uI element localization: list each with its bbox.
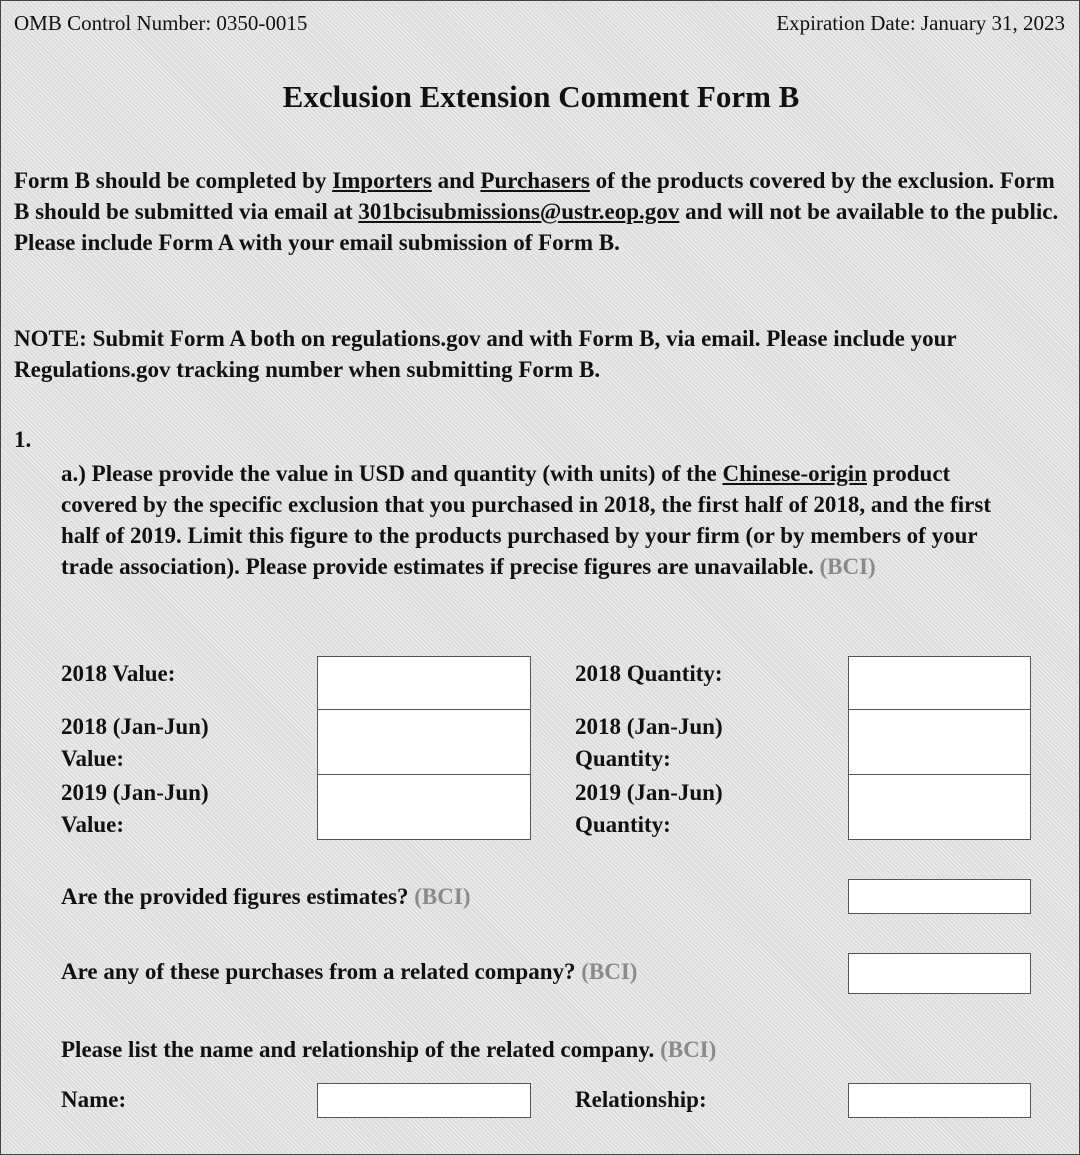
input-2019h-value[interactable] xyxy=(317,774,531,840)
related-company-question: Are any of these purchases from a related company? (BCI) xyxy=(61,959,638,984)
input-name[interactable] xyxy=(317,1083,531,1118)
chinese-origin-underlined: Chinese-origin xyxy=(722,461,867,486)
input-2018h-quantity[interactable] xyxy=(848,709,1031,775)
estimates-question: Are the provided figures estimates? (BCI) xyxy=(61,884,471,909)
question-number: 1. xyxy=(14,427,32,452)
importers-underlined: Importers xyxy=(332,168,432,193)
bci-tag: (BCI) xyxy=(819,554,876,579)
label-2018h-quantity: 2018 (Jan-Jun) Quantity: xyxy=(575,714,723,771)
label-name: Name: xyxy=(61,1087,127,1112)
label-2018-quantity: 2018 Quantity: xyxy=(575,661,723,686)
expiration-date: Expiration Date: January 31, 2023 xyxy=(776,11,1065,35)
input-2018-value[interactable] xyxy=(317,656,531,710)
label-2019h-quantity: 2019 (Jan-Jun) Quantity: xyxy=(575,780,723,837)
input-2018h-value[interactable] xyxy=(317,709,531,775)
related-company-list-prompt: Please list the name and relationship of the related company. (BCI) xyxy=(61,1037,717,1062)
label-relationship: Relationship: xyxy=(575,1087,707,1112)
label-2018-value: 2018 Value: xyxy=(61,661,176,686)
purchasers-underlined: Purchasers xyxy=(480,168,590,193)
input-2018-quantity[interactable] xyxy=(848,656,1031,710)
label-2018h-value: 2018 (Jan-Jun) Value: xyxy=(61,714,209,771)
submission-email-link[interactable]: 301bcisubmissions@ustr.eop.gov xyxy=(358,199,680,224)
input-related-company[interactable] xyxy=(848,953,1031,994)
input-2019h-quantity[interactable] xyxy=(848,774,1031,840)
input-estimates[interactable] xyxy=(848,879,1031,914)
omb-control-number: OMB Control Number: 0350-0015 xyxy=(14,11,308,35)
input-relationship[interactable] xyxy=(848,1083,1031,1118)
label-2019h-value: 2019 (Jan-Jun) Value: xyxy=(61,780,209,837)
note-paragraph: NOTE: Submit Form A both on regulations.gov and with Form B, via email. Please include your Regulations.gov tracking number when submitting Form B. xyxy=(14,326,957,382)
intro-paragraph: Form B should be completed by Importers and Purchasers of the products covered by the exclusion. Form B should be submitted via email at 301bcisubmissions@ustr.eop.gov and will not be available to the public. Please include Form A with your email submission of Form B. xyxy=(14,168,1059,255)
question-1a: a.) Please provide the value in USD and quantity (with units) of the Chinese-origin product covered by the specific exclusion that you purchased in 2018, the first half of 2018, and the first half of 2019. Limit this figure to the products purchased by your firm (or by members of your trade association). Please provide estimates if precise figures are unavailable. (BCI) xyxy=(61,461,991,579)
page-title: Exclusion Extension Comment Form B xyxy=(282,79,800,114)
